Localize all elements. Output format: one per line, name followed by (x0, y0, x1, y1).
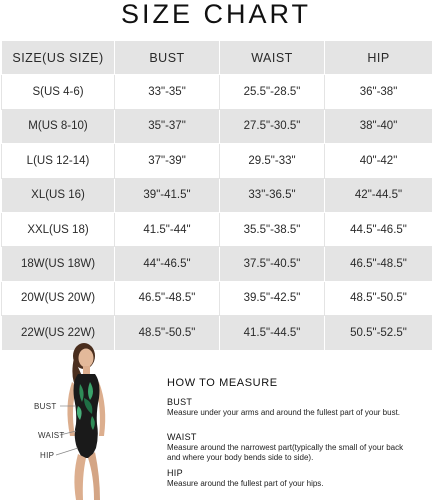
measure-waist (167, 432, 417, 463)
cell-waist: 25.5"-28.5" (220, 75, 325, 109)
table-row (2, 212, 432, 246)
cell-hip: 44.5"-46.5" (325, 212, 432, 246)
cell-waist: 41.5"-44.5" (220, 316, 325, 350)
table-header-row (2, 41, 432, 75)
cell-hip: 36"-38" (325, 75, 432, 109)
table-row (2, 281, 432, 315)
measure-bust (167, 397, 417, 418)
cell-size: XL(US 16) (2, 178, 115, 212)
table-row (2, 75, 432, 109)
cell-bust: 46.5"-48.5" (115, 281, 220, 315)
bust-label: BUST (34, 402, 57, 411)
cell-size: 22W(US 22W) (2, 316, 115, 350)
model-illustration (0, 336, 160, 500)
cell-size: 18W(US 18W) (2, 247, 115, 281)
cell-hip: 50.5"-52.5" (325, 316, 432, 350)
table-row (2, 109, 432, 143)
waist-label: WAIST (38, 431, 65, 440)
cell-waist: 35.5"-38.5" (220, 212, 325, 246)
hip-label: HIP (40, 451, 55, 460)
how-to-measure-heading: HOW TO MEASURE (167, 377, 278, 389)
cell-waist: 39.5"-42.5" (220, 281, 325, 315)
cell-bust: 41.5"-44" (115, 212, 220, 246)
cell-waist: 27.5"-30.5" (220, 109, 325, 143)
header-hip: HIP (325, 41, 432, 75)
cell-bust: 39"-41.5" (115, 178, 220, 212)
cell-size: S(US 4-6) (2, 75, 115, 109)
cell-bust: 48.5"-50.5" (115, 316, 220, 350)
size-chart-table (1, 40, 432, 351)
cell-hip: 42"-44.5" (325, 178, 432, 212)
cell-size: M(US 8-10) (2, 109, 115, 143)
cell-bust: 35"-37" (115, 109, 220, 143)
cell-waist: 37.5"-40.5" (220, 247, 325, 281)
cell-hip: 48.5"-50.5" (325, 281, 432, 315)
header-size: SIZE(US SIZE) (2, 41, 115, 75)
cell-size: XXL(US 18) (2, 212, 115, 246)
measure-hip (167, 468, 417, 489)
measure-bust-head: BUST (167, 397, 193, 407)
model-figure (0, 336, 160, 500)
table-row (2, 178, 432, 212)
measure-hip-head: HIP (167, 468, 183, 478)
header-waist: WAIST (220, 41, 325, 75)
table-row (2, 144, 432, 178)
table-row (2, 247, 432, 281)
cell-hip: 38"-40" (325, 109, 432, 143)
cell-size: L(US 12-14) (2, 144, 115, 178)
cell-waist: 29.5"-33" (220, 144, 325, 178)
measure-waist-text: Measure around the narrowest part(typically the small of your back and where your body bends side to side). (167, 443, 404, 462)
measure-waist-head: WAIST (167, 432, 197, 442)
cell-size: 20W(US 20W) (2, 281, 115, 315)
measure-bust-text: Measure under your arms and around the fullest part of your bust. (167, 408, 401, 417)
cell-bust: 33"-35" (115, 75, 220, 109)
page-title: SIZE CHART (120, 0, 312, 29)
header-bust: BUST (115, 41, 220, 75)
cell-bust: 37"-39" (115, 144, 220, 178)
cell-hip: 40"-42" (325, 144, 432, 178)
cell-waist: 33"-36.5" (220, 178, 325, 212)
cell-bust: 44"-46.5" (115, 247, 220, 281)
measure-hip-text: Measure around the fullest part of your hips. (167, 479, 324, 488)
cell-hip: 46.5"-48.5" (325, 247, 432, 281)
